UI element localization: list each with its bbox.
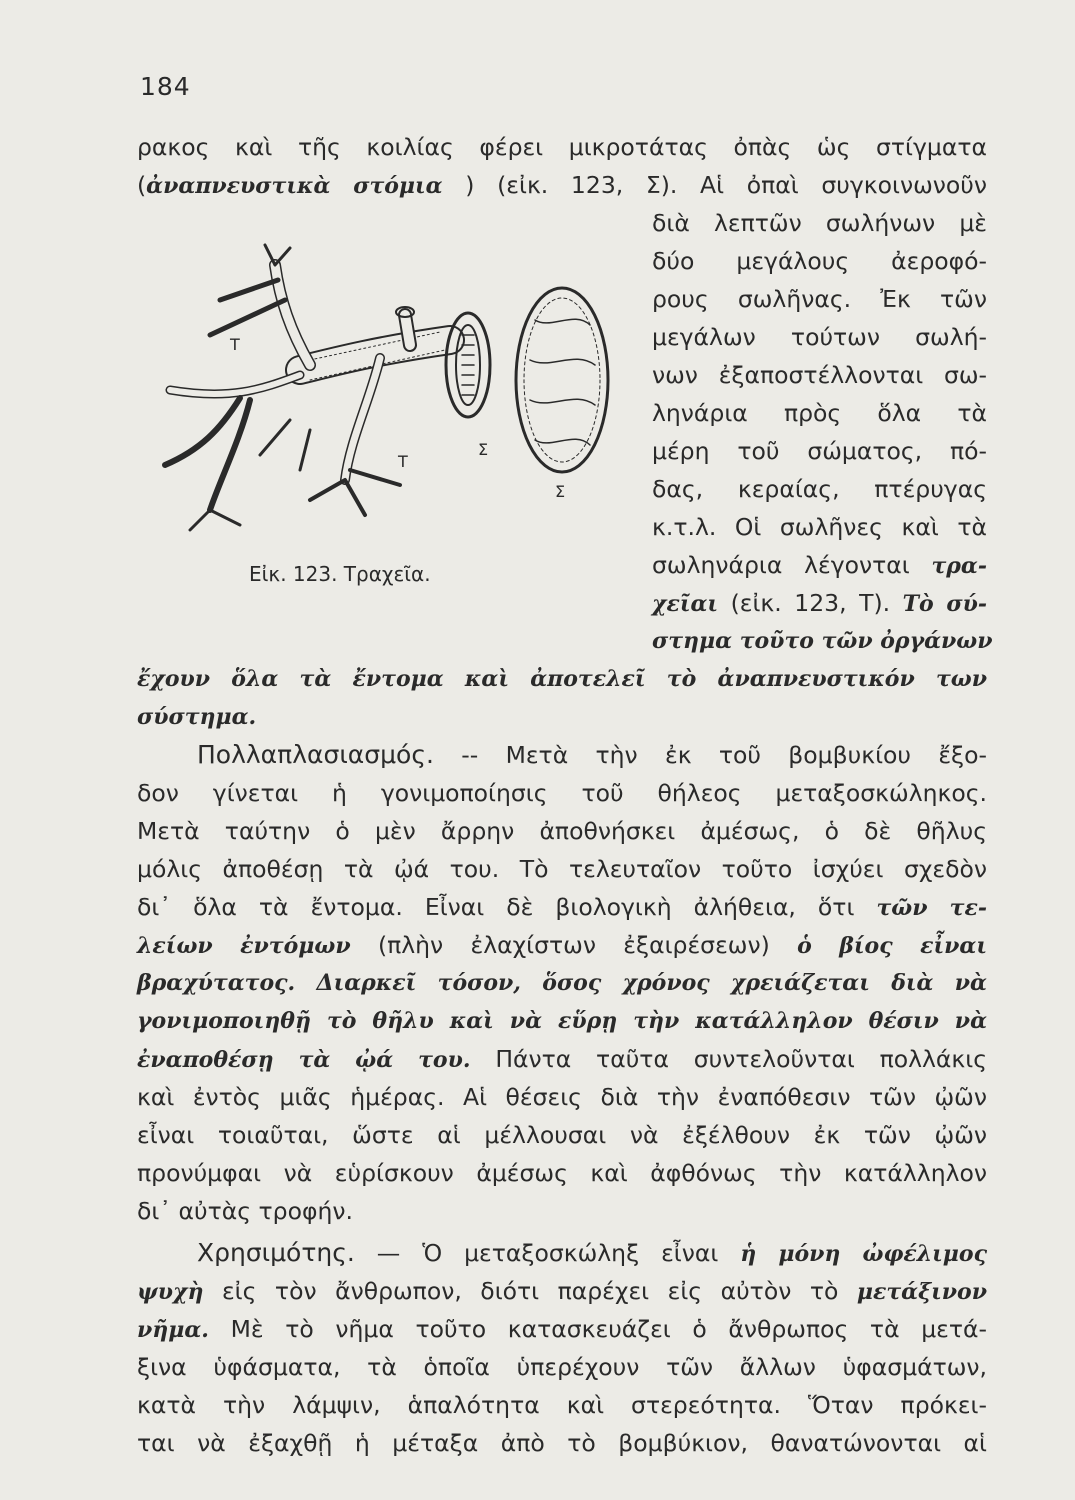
side-line: ρους σωλῆνας. Ἐκ τῶν: [652, 285, 987, 313]
heading-reproduction: Πολλαπλασιασμός.: [197, 740, 434, 769]
term-text: μετάξινον: [856, 1279, 987, 1305]
text-span: δι᾽ ὅλα τὰ ἔντομα. Εἶναι δὲ βιολογικὴ ἀλήθεια, ὅτι: [137, 893, 855, 921]
text-span: (εἰκ. 123, Τ).: [730, 589, 891, 617]
section-heading-line: [197, 1238, 987, 1269]
side-line: [652, 550, 987, 581]
label-s-tube: Σ: [478, 440, 489, 459]
text-line: [137, 930, 987, 961]
text-span: Μὲ τὸ νῆμα τοῦτο κατασκευάζει ὁ ἄνθρωπος τὰ μετά-: [230, 1315, 987, 1343]
side-line: ληνάρια πρὸς ὅλα τὰ: [652, 399, 987, 427]
text-span: σωληνάρια λέγονται: [652, 551, 910, 579]
side-line: δύο μεγάλους ἀεροφό-: [652, 247, 987, 275]
term-tracheae: τρα-: [931, 553, 987, 579]
heading-usefulness: Χρησιμότης.: [197, 1238, 355, 1267]
side-line: στημα τοῦτο τῶν ὀργάνων: [652, 628, 993, 654]
term-text: λείων ἐντόμων: [137, 933, 351, 959]
text-line: μόλις ἀποθέσῃ τὰ ᾠά του. Τὸ τελευταῖον τοῦτο ἰσχύει σχεδὸν: [137, 855, 987, 883]
term-respiratory-openings: ἀναπνευστικὰ στόμια: [146, 173, 443, 199]
text-line: ἔχουν ὅλα τὰ ἔντομα καὶ ἀποτελεῖ τὸ ἀναπνευστικόν των: [137, 666, 987, 692]
text-line: δον γίνεται ἡ γονιμοποίησις τοῦ θήλεος μεταξοσκώληκος.: [137, 779, 987, 807]
trachea-illustration: [150, 240, 620, 580]
side-line: μεγάλων τούτων σωλή-: [652, 323, 987, 351]
trachea-figure: [150, 240, 620, 580]
label-t-upper: Τ: [230, 335, 240, 354]
text-line: [137, 1276, 987, 1307]
text-span: εἰς τὸν ἄνθρωπον, διότι παρέχει εἰς αὐτὸν τὸ: [221, 1277, 839, 1305]
text-line: εἶναι τοιαῦται, ὥστε αἱ μέλλουσαι νὰ ἐξέλθουν ἐκ τῶν ᾠῶν: [137, 1121, 987, 1149]
dash: --: [461, 741, 479, 769]
term-text: ψυχὴ: [137, 1279, 204, 1305]
text-line: γονιμοποιηθῇ τὸ θῆλυ καὶ νὰ εὕρῃ τὴν κατάλληλον θέσιν νὰ: [137, 1008, 987, 1034]
side-line: διὰ λεπτῶν σωλήνων μὲ: [652, 209, 987, 237]
term-text: ἐναποθέσῃ τὰ ᾠά του.: [137, 1047, 471, 1073]
side-line: νων ἐξαποστέλλονται σω-: [652, 361, 987, 389]
text-line: [137, 170, 987, 201]
text-line: κατὰ τὴν λάμψιν, ἁπαλότητα καὶ στερεότητα. Ὅταν πρόκει-: [137, 1391, 987, 1419]
text-line: ξινα ὑφάσματα, τὰ ὁποῖα ὑπερέχουν τῶν ἄλλων ὑφασμάτων,: [137, 1353, 987, 1381]
term-text: τῶν τε-: [876, 895, 987, 921]
section-heading-line: [197, 740, 987, 770]
term-text: ὁ βίος εἶναι: [797, 933, 987, 959]
page-number: 184: [140, 72, 191, 101]
figure-caption: Εἰκ. 123. Τραχεῖα.: [249, 562, 431, 586]
side-line: [652, 588, 987, 619]
text-line: προνύμφαι νὰ εὑρίσκουν ἀμέσως καὶ ἀφθόνως τὴν κατάλληλον: [137, 1159, 987, 1187]
text-line: ρακος καὶ τῆς κοιλίας φέρει μικροτάτας ὀπὰς ὡς στίγματα: [137, 133, 987, 161]
term-text: ἡ μόνη ὠφέλιμος: [740, 1241, 987, 1267]
label-s-oval: Σ: [555, 482, 566, 501]
text-line: Μετὰ ταύτην ὁ μὲν ἄρρην ἀποθνήσκει ἀμέσως, ὁ δὲ θῆλυς: [137, 817, 987, 845]
term-text: νῆμα.: [137, 1317, 209, 1343]
text-span: (πλὴν ἐλαχίστων ἐξαιρέσεων): [377, 931, 770, 959]
text-line: [137, 1314, 987, 1345]
text-span: Ὁ μεταξοσκώληξ εἶναι: [422, 1239, 719, 1267]
side-line: κ.τ.λ. Οἱ σωλῆνες καὶ τὰ: [652, 513, 987, 541]
side-line: δας, κεραίας, πτέρυγας: [652, 475, 987, 503]
text-line: [137, 892, 987, 923]
text-line: δι᾽ αὐτὰς τροφήν.: [137, 1197, 353, 1225]
side-line: μέρη τοῦ σώματος, πό-: [652, 437, 987, 465]
text-line: [137, 1044, 987, 1075]
text-span: ) (εἰκ. 123, Σ). Αἱ ὀπαὶ συγκοινωνοῦν: [465, 171, 987, 199]
text-line: ται νὰ ἐξαχθῇ ἡ μέταξα ἀπὸ τὸ βομβύκιον, θανατώνονται αἱ: [137, 1429, 987, 1457]
term-system: Τὸ σύ-: [902, 591, 987, 617]
term-tracheae-end: χεῖαι: [652, 591, 719, 617]
text-span: Μετὰ τὴν ἐκ τοῦ βομβυκίου ἔξο-: [505, 741, 987, 769]
text-line: βραχύτατος. Διαρκεῖ τόσον, ὅσος χρόνος χρειάζεται διὰ νὰ: [137, 970, 987, 996]
text-line: καὶ ἐντὸς μιᾶς ἡμέρας. Αἱ θέσεις διὰ τὴν ἐναπόθεσιν τῶν ᾠῶν: [137, 1083, 987, 1111]
dash: —: [376, 1239, 401, 1267]
label-t-lower: Τ: [398, 452, 408, 471]
text-line: σύστημα.: [137, 704, 257, 730]
paren: (: [137, 171, 147, 199]
text-span: Πάντα ταῦτα συντελοῦνται πολλάκις: [495, 1045, 987, 1073]
